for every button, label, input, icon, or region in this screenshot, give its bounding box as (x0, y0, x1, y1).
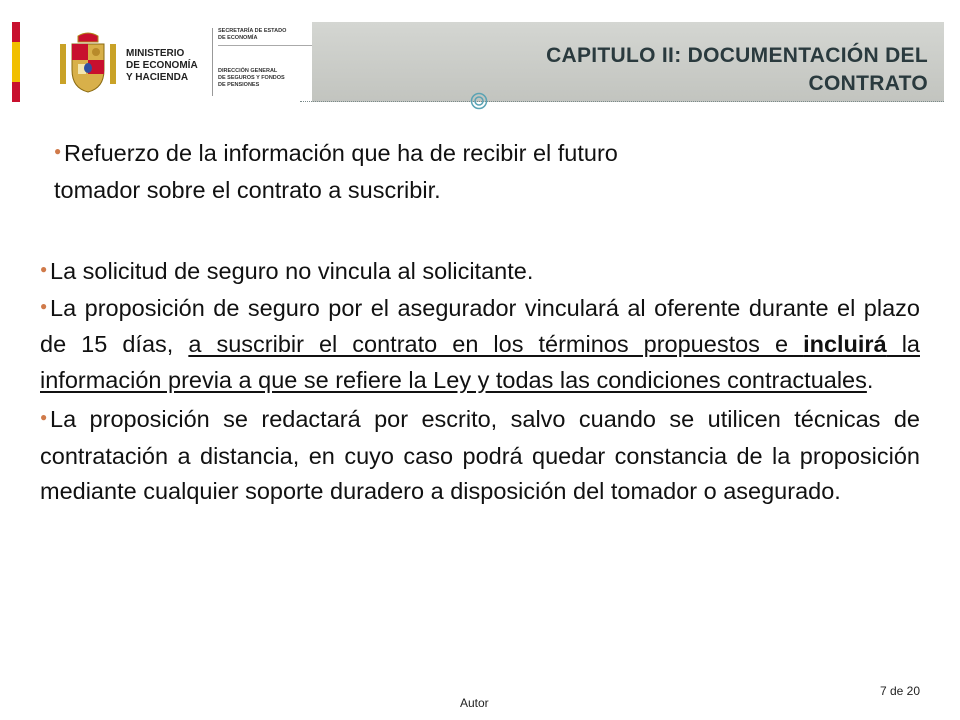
bullet-icon: ● (54, 144, 62, 159)
direccion-line-1: DIRECCIÓN GENERAL (218, 68, 278, 74)
ring-icon (470, 92, 488, 110)
coat-of-arms-icon (56, 30, 120, 96)
bullet-icon: ● (40, 410, 48, 425)
ministry-name (126, 48, 214, 84)
page-number: 7 de 20 (879, 684, 920, 698)
bullet-paragraph-1 (40, 136, 920, 208)
p3-text-c: la información previa a que se refiere la Ley y todas las condiciones contractuales (40, 331, 920, 393)
slide-title-line-2: CONTRATO (808, 72, 928, 95)
bullet-paragraph-3 (40, 291, 920, 399)
p3-text-b: a suscribir el contrato en los términos propuestos e (188, 331, 804, 358)
slide-body (40, 136, 920, 510)
p1-line-1: Refuerzo de la información que ha de recibir el futuro (64, 140, 618, 166)
slide-title-line-1: CAPITULO II: DOCUMENTACIÓN DEL (546, 44, 928, 67)
ministry-logo (12, 22, 312, 102)
bullet-paragraph-2 (40, 254, 920, 291)
ministry-line-1: MINISTERIO (126, 48, 185, 59)
p3-text-a: La proposición de seguro por el asegurador vinculará al oferente durante el plazo de 15 días, (40, 294, 920, 358)
secretaria-name (218, 28, 312, 46)
bullet-paragraph-4 (40, 402, 920, 510)
header-band (12, 22, 944, 102)
p3-end: . (866, 366, 874, 393)
slide-title (368, 42, 928, 98)
p2-text: La solicitud de seguro no vincula al solicitante. (50, 258, 534, 285)
ministry-line-3: Y HACIENDA (126, 72, 189, 83)
direccion-line-2: DE SEGUROS Y FONDOS (218, 75, 285, 81)
header-divider (300, 101, 944, 102)
p3-bold: incluirá (803, 331, 887, 358)
secretaria-line-2: DE ECONOMÍA (218, 35, 258, 41)
flag-stripe (12, 22, 20, 102)
direccion-name (218, 68, 312, 89)
bullet-icon: ● (40, 298, 48, 313)
ministry-line-2: DE ECONOMÍA (126, 60, 198, 71)
footer-author: Autor (460, 696, 489, 710)
bullet-icon: ● (40, 262, 48, 277)
direccion-line-3: DE PENSIONES (218, 82, 260, 88)
p4-text: La proposición se redactará por escrito, salvo cuando se utilicen técnicas de contratación a distancia, en cuyo caso podrá quedar constancia de la proposición mediante cualquier soporte duradero a disposición del tomador o asegurado. (40, 406, 920, 505)
secretaria-line-1: SECRETARÍA DE ESTADO (218, 28, 287, 34)
p1-line-2: tomador sobre el contrato a suscribir. (54, 176, 441, 203)
logo-divider (212, 28, 213, 96)
